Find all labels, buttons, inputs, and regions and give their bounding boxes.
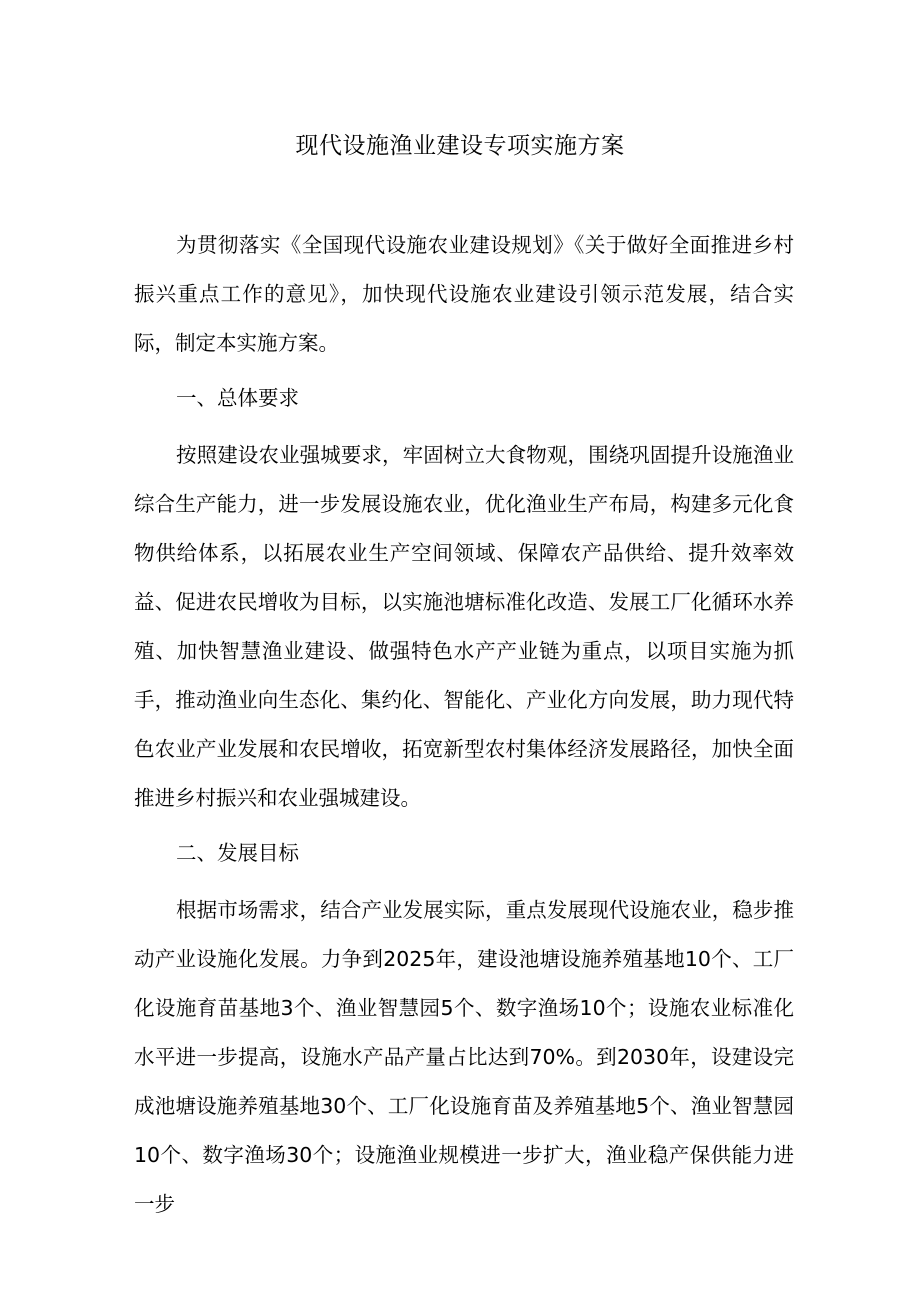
- section-heading-general-requirements: 一、总体要求: [176, 386, 299, 410]
- development-goals-paragraph: 根据市场需求，结合产业发展实际，重点发展现代设施农业，稳步推动产业设施化发展。力争到2025年，建设池塘设施养殖基地10个、工厂化设施育苗基地3个、渔业智慧园5个、数字渔场10个；设施农业标准化水平进一步提高，设施水产品产量占比达到70%。到2030年，设建设完成池塘设施养殖基地30个、工厂化设施育苗及养殖基地5个、渔业智慧园10个、数字渔场30个；设施渔业规模进一步扩大，渔业稳产保供能力进一步: [134, 898, 794, 1216]
- intro-paragraph: 为贯彻落实《全国现代设施农业建设规划》《关于做好全面推进乡村振兴重点工作的意见》，加快现代设施农业建设引领示范发展，结合实际，制定本实施方案。: [134, 233, 794, 355]
- document-title: 现代设施渔业建设专项实施方案: [295, 133, 625, 159]
- general-requirements-paragraph: 按照建设农业强城要求，牢固树立大食物观，围绕巩固提升设施渔业综合生产能力，进一步发展设施农业，优化渔业生产布局，构建多元化食物供给体系，以拓展农业生产空间领域、保障农产品供给、提升效率效益、促进农民增收为目标，以实施池塘标准化改造、发展工厂化循环水养殖、加快智慧渔业建设、做强特色水产产业链为重点，以项目实施为抓手，推动渔业向生态化、集约化、智能化、产业化方向发展，助力现代特色农业产业发展和农民增收，拓宽新型农村集体经济发展路径，加快全面推进乡村振兴和农业强城建设。: [134, 443, 794, 810]
- section-heading-development-goals: 二、发展目标: [176, 841, 299, 865]
